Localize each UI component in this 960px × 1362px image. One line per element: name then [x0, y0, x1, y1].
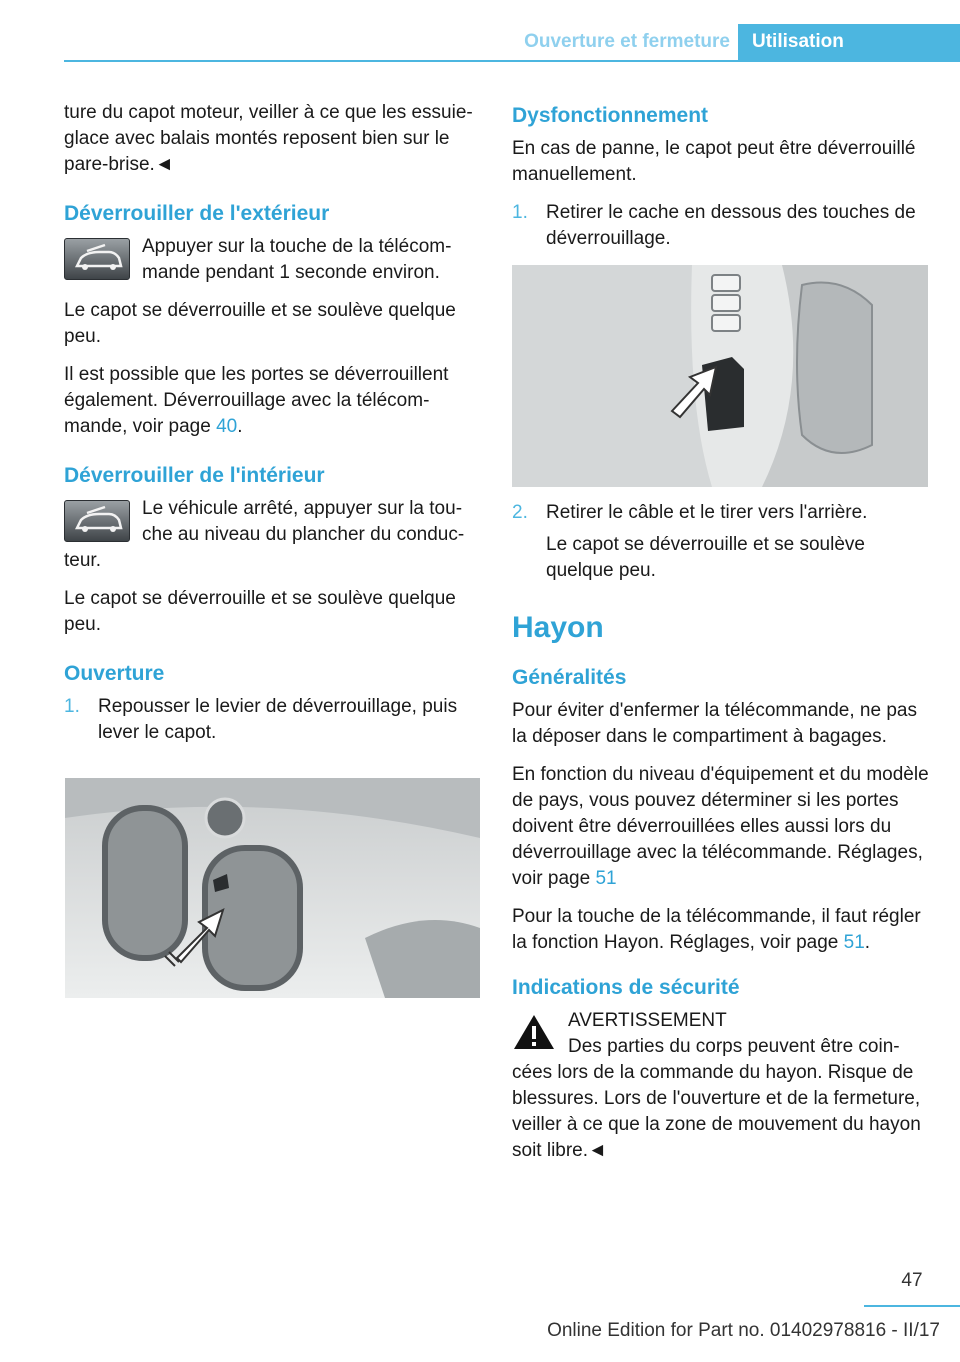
step-number: 1. [64, 696, 80, 717]
tailgate-heading: Hayon [512, 611, 604, 644]
general-paragraph-3: Pour la touche de la télécommande, il faut régler la fonction Hayon. Réglages, voir page 51. [512, 906, 921, 953]
right-column [512, 102, 930, 262]
intro-paragraph: ture du capot moteur, veiller à ce que les essuie-glace avec balais montés reposent bien sur le pare-brise.◄ [64, 102, 473, 175]
step-text: Retirer le cache en dessous des touches de déverrouillage. [546, 202, 916, 249]
warning-text: Des parties du corps peuvent être coincées lors de la commande du hayon. Risque de blessures. Lors de l'ouverture et de la fermeture, veiller à ce que la zone de mouvement du hayon soit libre.◄ [512, 1036, 921, 1161]
int-unlock-text: Le véhicule arrêté, appuyer sur la touche au niveau du plancher du conducteur. [64, 498, 465, 571]
right-column-lower [512, 500, 930, 1164]
general-paragraph-1: Pour éviter d'enfermer la télécommande, ne pas la déposer dans le compartiment à bagages. [512, 700, 917, 747]
edition-footer: Online Edition for Part no. 01402978816 - II/17 [547, 1320, 940, 1341]
header-chapter-tab: Utilisation [738, 24, 960, 60]
hood-release-photo [65, 778, 480, 998]
int-unlock-heading: Déverrouiller de l'intérieur [64, 464, 325, 487]
car-hood-key-icon [64, 238, 130, 280]
int-unlock-result: Le capot se déverrouille et se soulève quelque peu. [64, 588, 456, 635]
malfunction-paragraph: En cas de panne, le capot peut être déverrouillé manuellement. [512, 138, 916, 185]
footwell-cover-photo [512, 265, 928, 487]
warning-triangle-icon [512, 1012, 556, 1052]
malfunction-heading: Dysfonctionnement [512, 104, 709, 127]
ext-unlock-doors-note: Il est possible que les portes se déverrouillent également. Déverrouillage avec la télécommande, voir page 40. [64, 364, 449, 437]
page-number: 47 [901, 1270, 923, 1291]
opening-heading: Ouverture [64, 662, 165, 685]
page-link-51-b[interactable]: 51 [843, 932, 865, 953]
ext-unlock-result: Le capot se déverrouille et se soulève quelque peu. [64, 300, 456, 347]
general-heading: Généralités [512, 666, 627, 689]
ext-unlock-heading: Déverrouiller de l'extérieur [64, 202, 330, 225]
page-link-40[interactable]: 40 [216, 416, 238, 437]
opening-step-1 [64, 694, 476, 746]
malfunction-step-2 [512, 500, 930, 526]
car-hood-floor-button-icon [64, 500, 130, 542]
header-section-title: Ouverture et fermeture [524, 31, 730, 52]
header-rule [64, 60, 960, 62]
warning-block [512, 1008, 930, 1164]
safety-heading: Indications de sécurité [512, 976, 740, 999]
footer-rule [864, 1305, 960, 1307]
ext-unlock-text: Appuyer sur la touche de la télécommande pendant 1 seconde environ. [142, 236, 452, 283]
step-2-result: Le capot se déverrouille et se soulève quelque peu. [546, 534, 865, 581]
step-text: Repousser le levier de déverrouillage, puis lever le capot. [98, 696, 458, 743]
malfunction-step-1 [512, 200, 930, 252]
step-text: Retirer le câble et le tirer vers l'arrière. [546, 502, 868, 523]
step-number: 2. [512, 502, 528, 523]
general-paragraph-2: En fonction du niveau d'équipement et du modèle de pays, vous pouvez déterminer si les portes doivent être déverrouillées elles aussi lors du déverrouillage avec la télécommande. Réglages, voir page 51 [512, 764, 929, 889]
left-column [64, 100, 476, 756]
page-link-51[interactable]: 51 [595, 868, 617, 889]
step-number: 1. [512, 202, 528, 223]
warning-heading: AVERTISSEMENT [568, 1010, 727, 1031]
